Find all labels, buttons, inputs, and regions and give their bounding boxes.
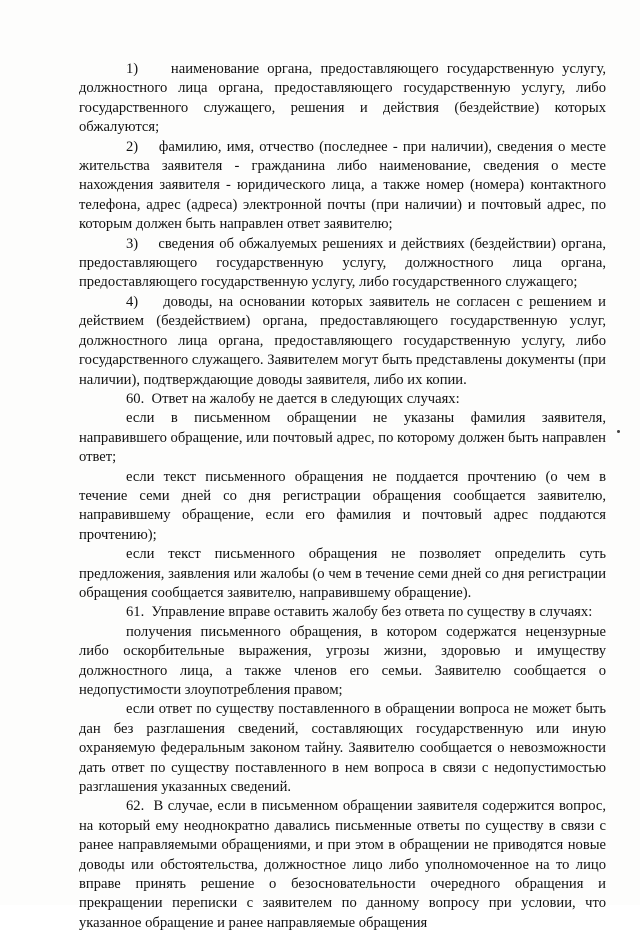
paragraph-case-unclear: если текст письменного обращения не позволяет определить суть предложения, заявления или жалобы (о чем в течение семи дней со дня регистрации обращения сообщается заявителю, направившему обращение).	[79, 546, 606, 601]
paragraph-item-2: 2) фамилию, имя, отчество (последнее - при наличии), сведения о месте жительства заявителя - гражданина либо наименование, сведения о месте нахождения заявителя - юридического лица, а также номер (номера) контактного телефона, адрес (адреса) электронной почты (при наличии) и почтовый адрес, по которым должен быть направлен ответ заявителю;	[79, 138, 606, 233]
paragraph-item-4: 4) доводы, на основании которых заявитель не согласен с решением и действием (бездействием) органа, предоставляющего государственную услуг, должностного лица органа, предоставляющего государственную услугу, либо государственного служащего. Заявителем могут быть представлены документы (при наличии), подтверждающие доводы заявителя, либо их копии.	[79, 293, 606, 388]
paragraph-case-no-name: если в письменном обращении не указаны фамилия заявителя, направившего обращение, или почтовый адрес, по которому должен быть направлен ответ;	[79, 410, 606, 466]
paragraph-case-offensive: получения письменного обращения, в котором содержатся нецензурные либо оскорбительные выражения, угрозы жизни, здоровью и имуществу должностного лица, а также членов его семьи. Заявителю сообщается о недопустимости злоупотребления правом;	[79, 623, 606, 698]
paragraph-section-61: 61. Управление вправе оставить жалобу без ответа по существу в случаях:	[126, 604, 593, 621]
paragraph-item-3: 3) сведения об обжалуемых решениях и действиях (бездействии) органа, предоставляющего государственную услугу, должностного лица органа, предоставляющего государственную услугу, либо государственного служащего;	[79, 235, 606, 291]
paragraph-section-62: 62. В случае, если в письменном обращении заявителя содержится вопрос, на который ему неоднократно давались письменные ответы по существу в связи с ранее направляемыми обращениями, и при этом в обращении не приводятся новые доводы или обстоятельства, должностное лицо либо уполномоченное на то лицо вправе принять решение о безосновательности очередного обращения и прекращении переписки с заявителем по данному вопросу при условии, что указанное обращение и ранее направляемые обращения	[79, 798, 606, 931]
paragraph-item-1: 1) наименование органа, предоставляющего государственную услугу, должностного лица органа, предоставляющего государственную услугу, либо государственного служащего, решения и действия (бездействие) которых обжалуются;	[79, 61, 606, 136]
paragraph-case-unreadable: если текст письменного обращения не поддается прочтению (о чем в течение семи дней со дня регистрации обращения сообщается заявителю, направившему обращение, если его фамилия и почтовый адрес поддаются прочтению);	[79, 468, 606, 543]
scan-dot	[617, 430, 620, 433]
paragraph-section-60: 60. Ответ на жалобу не дается в следующих случаях:	[126, 390, 460, 407]
document-body	[79, 60, 606, 933]
paragraph-case-secret: если ответ по существу поставленного в обращении вопроса не может быть дан без разглашения сведений, составляющих государственную или иную охраняемую федеральным законом тайну. Заявителю сообщается о невозможности дать ответ по существу поставленного в нем вопроса в связи с недопустимостью разглашения указанных сведений.	[79, 701, 606, 796]
